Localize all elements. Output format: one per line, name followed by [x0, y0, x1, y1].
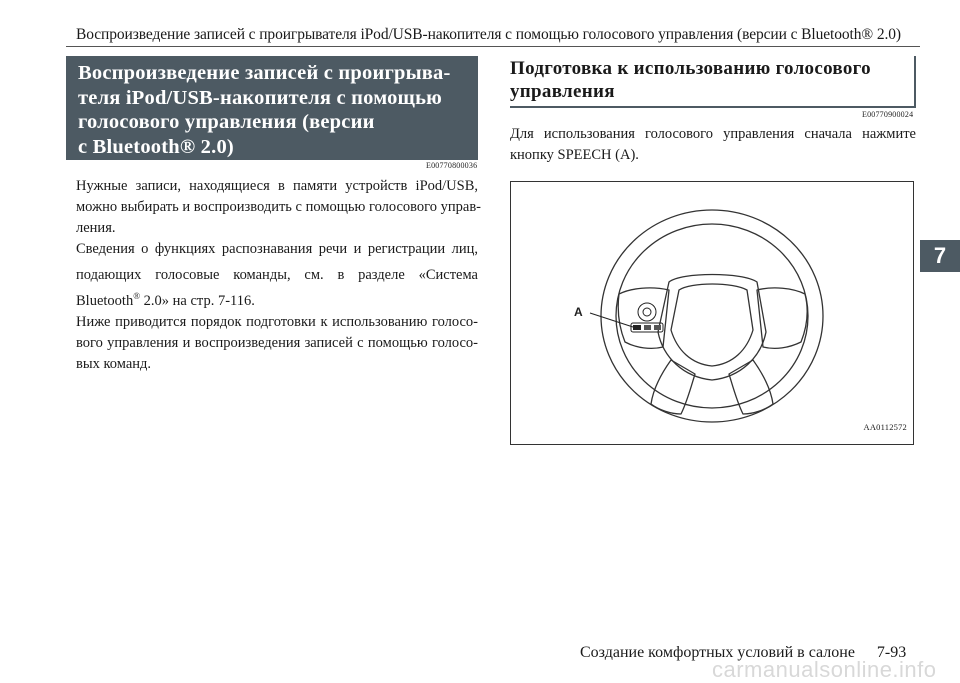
text-line: вых команд.	[76, 356, 152, 372]
paragraph-speech	[510, 124, 916, 166]
airbag-cover	[671, 284, 753, 366]
control-dial-center	[643, 308, 651, 316]
text-line	[76, 291, 478, 312]
running-header: Воспроизведение записей с проигрывателя iPod/USB-накопителя с помощью голосового управления (версии с Bluetooth® 2.0)	[76, 26, 901, 43]
control-button	[654, 325, 661, 330]
watermark: carmanualsonline.info	[712, 657, 937, 682]
page-number: 7-93	[876, 644, 907, 661]
text-line: кнопку SPEECH (A).	[510, 147, 639, 163]
subsection-title-bar	[914, 56, 916, 107]
section-code: E00770800036	[426, 161, 478, 170]
section-title-line: голосового управления (версии	[78, 111, 375, 133]
subsection-title-line: управления	[510, 81, 615, 102]
control-button	[644, 325, 651, 330]
control-dial	[638, 303, 656, 321]
subsection-code: E00770900024	[862, 110, 914, 119]
paragraph-1	[76, 176, 482, 239]
text-line: Нужные записи, находящиеся в памяти устройств iPod/USB,	[76, 178, 478, 194]
paragraph-2	[76, 239, 478, 312]
text-line: Сведения о функциях распознавания речи и регистрации лиц,	[76, 241, 478, 257]
registered-mark: ®	[133, 291, 141, 301]
section-title-line: теля iPod/USB-накопителя с помощью	[78, 86, 442, 109]
text-line: можно выбирать и воспроизводить с помощью голосового управ-	[76, 199, 482, 215]
footer-section: Создание комфортных условий в салоне	[580, 644, 855, 661]
right-body-text	[510, 124, 916, 166]
lower-right-spoke	[729, 360, 773, 414]
text-fragment: 2.0» на стр. 7-116.	[140, 293, 255, 309]
left-body-text	[76, 176, 482, 375]
paragraph-3	[76, 312, 478, 375]
section-title-box	[66, 56, 478, 160]
text-line: Для использования голосового управления сначала нажмите	[510, 126, 916, 142]
section-title-line: Воспроизведение записей с проигрыва-	[78, 62, 451, 84]
subsection-title-rule	[510, 106, 916, 108]
steering-wheel-illustration	[511, 182, 913, 444]
speech-button	[633, 325, 641, 330]
lower-left-spoke	[651, 360, 695, 414]
text-line: ления.	[76, 220, 116, 236]
header-rule	[66, 46, 920, 47]
wheel-hub	[658, 275, 766, 381]
text-line: Ниже приводится порядок подготовки к использованию голосо-	[76, 314, 478, 330]
figure-code: AA0112572	[863, 422, 907, 432]
text-line: подающих голосовые команды, см. в разделе «Система	[76, 267, 478, 283]
steering-wheel-figure	[510, 181, 914, 445]
label-leader-line	[590, 313, 633, 327]
chapter-tab: 7	[920, 240, 960, 272]
subsection-title	[510, 57, 916, 107]
text-fragment: Bluetooth	[76, 293, 134, 309]
text-line: вого управления и воспроизведения записей с помощью голосо-	[76, 335, 478, 351]
subsection-title-line: Подготовка к использованию голосового	[510, 58, 871, 79]
section-title-line: с Bluetooth® 2.0)	[78, 135, 234, 158]
wheel-rim-outer	[601, 210, 823, 422]
label-a: A	[574, 305, 583, 319]
